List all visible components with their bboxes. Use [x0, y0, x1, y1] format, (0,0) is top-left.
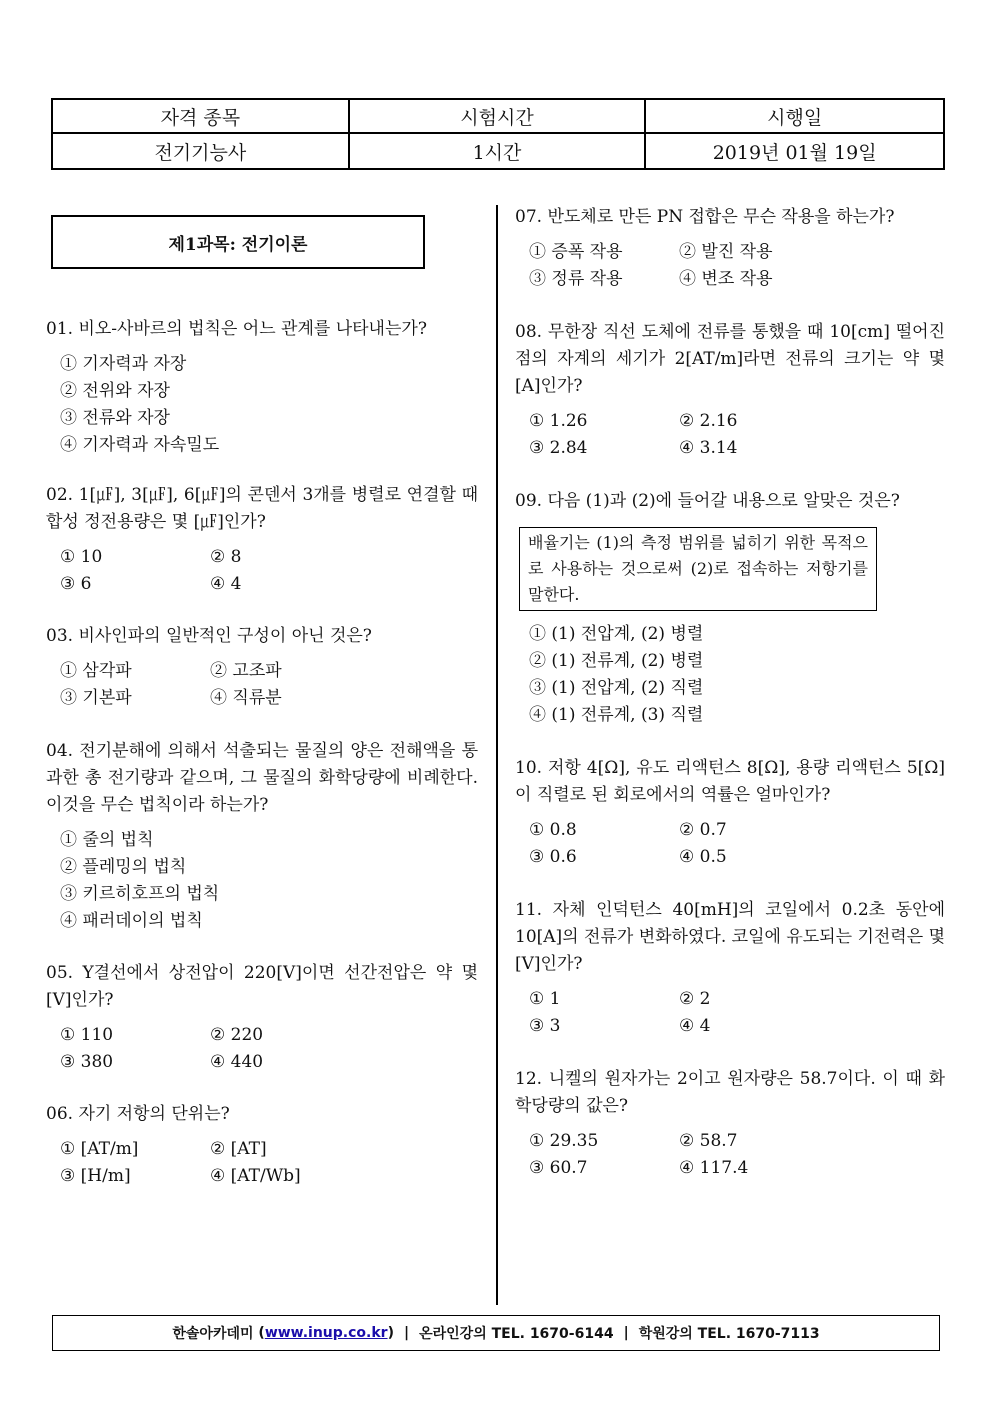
option[interactable]: ④ (1) 전류계, (3) 직렬: [529, 705, 704, 725]
question-08: [515, 319, 945, 462]
options: [515, 621, 945, 729]
footer-offline-phone: 학원강의 TEL. 1670-7113: [638, 1326, 820, 1342]
option[interactable]: ④ 117.4: [679, 1158, 749, 1178]
question-stem: 02. 1[㎌], 3[㎌], 6[㎌]의 콘덴서 3개를 병렬로 연결할 때 합성 정전용량은 몇 [㎌]인가?: [46, 485, 478, 532]
options: [46, 1022, 478, 1076]
option[interactable]: ③ 전류와 자장: [60, 408, 170, 428]
question-07: [515, 204, 945, 293]
question-05: [46, 960, 478, 1076]
option[interactable]: ① 삼각파: [60, 661, 132, 681]
option[interactable]: ① 10: [60, 547, 103, 567]
options: [515, 986, 945, 1040]
footer-separator: |: [403, 1325, 410, 1341]
options: [46, 827, 478, 935]
option[interactable]: ② (1) 전류계, (2) 병렬: [529, 651, 704, 671]
option[interactable]: ④ 변조 작용: [679, 269, 773, 289]
options: [515, 1128, 945, 1182]
question-stem: 09. 다음 (1)과 (2)에 들어갈 내용으로 알맞은 것은?: [515, 491, 900, 511]
option[interactable]: ③ 키르히호프의 법칙: [60, 884, 220, 904]
option[interactable]: ① (1) 전압계, (2) 병렬: [529, 624, 704, 644]
header-label-time: 시험시간: [350, 100, 647, 134]
option[interactable]: ① 0.8: [529, 820, 577, 840]
option[interactable]: ④ 기자력과 자속밀도: [60, 435, 220, 455]
question-stem: 01. 비오-사바르의 법칙은 어느 관계를 나타내는가?: [46, 319, 427, 339]
option[interactable]: ① 110: [60, 1025, 114, 1045]
question-10: [515, 755, 945, 871]
question-04: [46, 738, 478, 935]
question-stem: 07. 반도체로 만든 PN 접합은 무슨 작용을 하는가?: [515, 207, 895, 227]
footer-url-link[interactable]: www.inup.co.kr: [264, 1325, 388, 1341]
header-label-subject: 자격 종목: [53, 100, 350, 134]
question-stem: 04. 전기분해에 의해서 석출되는 물질의 양은 전해액을 통과한 총 전기량과 같으며, 그 물질의 화학당량에 비례한다. 이것을 무슨 법칙이라 하는가?: [46, 741, 478, 815]
option[interactable]: ② 220: [210, 1025, 264, 1045]
option[interactable]: ③ 정류 작용: [529, 269, 623, 289]
question-01: [46, 316, 478, 459]
option[interactable]: ④ 패러데이의 법칙: [60, 911, 203, 931]
option[interactable]: ② 2: [679, 989, 711, 1009]
option[interactable]: ③ 0.6: [529, 847, 577, 867]
option[interactable]: ① 증폭 작용: [529, 242, 623, 262]
question-stem: 11. 자체 인덕턴스 40[mH]의 코일에서 0.2초 동안에 10[A]의 전류가 변화하였다. 코일에 유도되는 기전력은 몇 [V]인가?: [515, 900, 945, 974]
question-09: [515, 488, 945, 729]
option[interactable]: ③ 기본파: [60, 688, 132, 708]
option[interactable]: ③ (1) 전압계, (2) 직렬: [529, 678, 704, 698]
question-11: [515, 897, 945, 1040]
question-02: [46, 482, 478, 598]
option[interactable]: ① 줄의 법칙: [60, 830, 154, 850]
option[interactable]: ① [AT/m]: [60, 1139, 139, 1159]
footer-separator: |: [623, 1325, 629, 1341]
header-value-time: 1시간: [350, 134, 647, 168]
header-label-date: 시행일: [646, 100, 943, 134]
option[interactable]: ① 29.35: [529, 1131, 599, 1151]
header-value-subject: 전기기능사: [53, 134, 350, 168]
option[interactable]: ④ [AT/Wb]: [210, 1166, 301, 1186]
option[interactable]: ③ 3: [529, 1016, 561, 1036]
options: [46, 544, 478, 598]
question-stem: 03. 비사인파의 일반적인 구성이 아닌 것은?: [46, 626, 372, 646]
option[interactable]: ③ 2.84: [529, 438, 588, 458]
option[interactable]: ④ 0.5: [679, 847, 727, 867]
header-value-date: 2019년 01월 19일: [712, 141, 877, 164]
question-stem: 05. Y결선에서 상전압이 220[V]이면 선간전압은 약 몇 [V]인가?: [46, 963, 478, 1010]
footer-online-phone: 온라인강의 TEL. 1670-6144: [419, 1326, 614, 1342]
footer-academy: 한솔아카데미: [172, 1326, 254, 1342]
subject-title: 제1과목: 전기이론: [51, 215, 425, 269]
question-06: [46, 1101, 478, 1190]
options: [515, 408, 945, 462]
option[interactable]: ② 0.7: [679, 820, 727, 840]
option[interactable]: ④ 4: [210, 574, 242, 594]
options: [46, 351, 478, 459]
question-stem: 12. 니켈의 원자가는 2이고 원자량은 58.7이다. 이 때 화학당량의 값은?: [515, 1069, 945, 1116]
option[interactable]: ③ [H/m]: [60, 1166, 131, 1186]
option[interactable]: ① 기자력과 자장: [60, 354, 187, 374]
option[interactable]: ① 1: [529, 989, 561, 1009]
option[interactable]: ③ 6: [60, 574, 92, 594]
question-12: [515, 1066, 945, 1182]
question-box: 배율기는 (1)의 측정 범위를 넓히기 위한 목적으로 사용하는 것으로써 (2)로 접속하는 저항기를 말한다.: [519, 527, 877, 611]
option[interactable]: ④ 440: [210, 1052, 264, 1072]
option[interactable]: ② 발진 작용: [679, 242, 773, 262]
exam-info-table: [51, 98, 945, 170]
option[interactable]: ② 8: [210, 547, 242, 567]
option[interactable]: ④ 4: [679, 1016, 711, 1036]
options: [46, 1136, 478, 1190]
question-03: [46, 623, 478, 712]
footer-bar: 한솔아카데미 ( www.inup.co.kr ) | 온라인강의 TEL. 1670-6144 | 학원강의 TEL. 1670-7113: [52, 1315, 940, 1351]
option[interactable]: ② 58.7: [679, 1131, 738, 1151]
column-divider: [496, 205, 498, 1305]
option[interactable]: ④ 직류분: [210, 688, 282, 708]
question-stem: 06. 자기 저항의 단위는?: [46, 1104, 230, 1124]
question-stem: 10. 저항 4[Ω], 유도 리액턴스 8[Ω], 용량 리액턴스 5[Ω]이 직렬로 된 회로에서의 역률은 얼마인가?: [515, 758, 945, 805]
option[interactable]: ② 전위와 자장: [60, 381, 170, 401]
option[interactable]: ① 1.26: [529, 411, 588, 431]
options: [515, 239, 945, 293]
question-stem: 08. 무한장 직선 도체에 전류를 통했을 때 10[cm] 떨어진 점의 자계의 세기가 2[AT/m]라면 전류의 크기는 약 몇 [A]인가?: [515, 322, 945, 396]
option[interactable]: ② 플레밍의 법칙: [60, 857, 187, 877]
options: [515, 817, 945, 871]
option[interactable]: ② [AT]: [210, 1139, 267, 1159]
options: [46, 658, 478, 712]
option[interactable]: ③ 60.7: [529, 1158, 588, 1178]
option[interactable]: ③ 380: [60, 1052, 114, 1072]
option[interactable]: ② 2.16: [679, 411, 738, 431]
option[interactable]: ② 고조파: [210, 661, 282, 681]
option[interactable]: ④ 3.14: [679, 438, 738, 458]
